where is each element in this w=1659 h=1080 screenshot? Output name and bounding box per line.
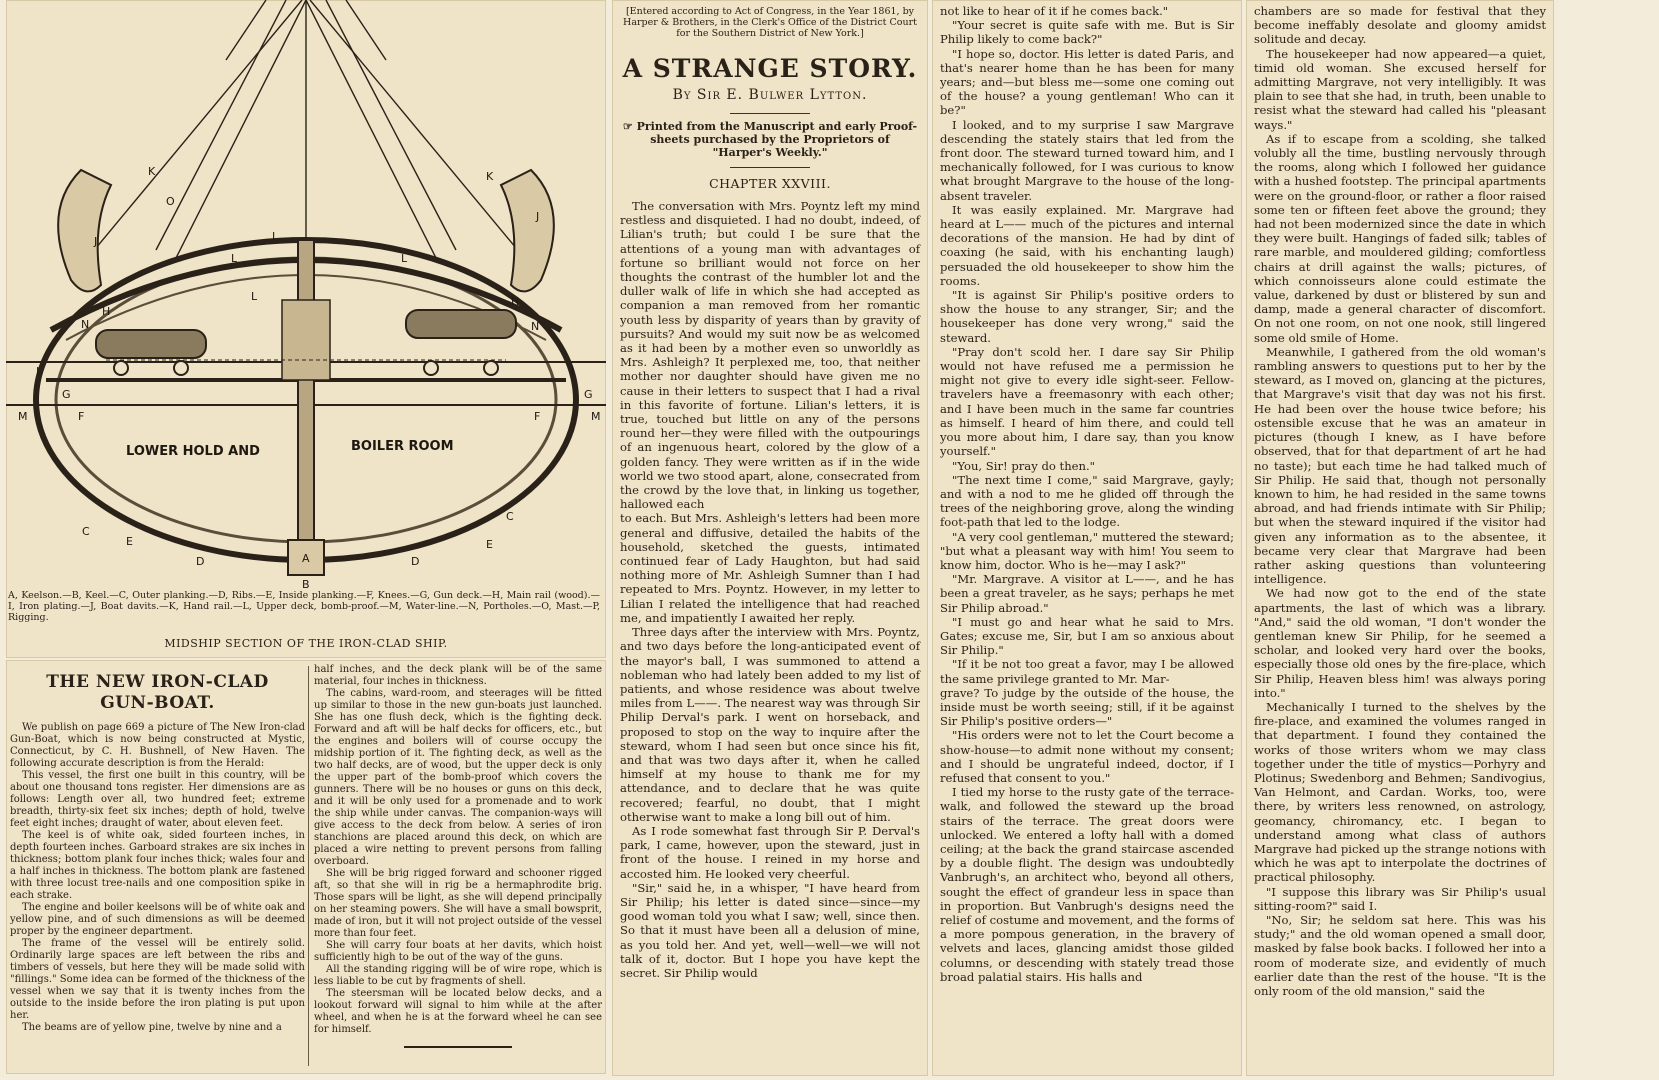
story-paragraph: It was easily explained. Mr. Margrave had heard at L—— much of the pictures and internal decorations of the mansion. He had by dint of coaxing (he said, with his enchanting laugh) persuaded the old housekeeper to show him the rooms. [940,202,1234,288]
story-paragraph: "Mr. Margrave. A visitor at L——, and he has been a great traveler, as he says; perhaps he met Sir Philip abroad." [940,572,1234,615]
svg-text:I: I [272,230,276,243]
story-paragraph: not like to hear of it if he comes back." [940,4,1169,18]
gunboat-paragraph: The cabins, ward-room, and steerages will be fitted up similar to those in the new gun-boats just launched. She has one flush deck, which is the fighting deck. Forward and aft will be half decks for officers, etc., but the engines and boilers will of course occupy the midship portion of it. The fighting deck, as well as the two half decks, are of wood, but the upper deck is only the upper part of the bomb-proof which covers the gunners. There will be no houses or guns on this deck, and it will be only used for a promenade and to work the ship while under canvas. The companion-ways will give access to the deck from below. A series of iron stanchions are placed around this deck, on which are placed a wire netting to prevent persons from falling overboard. [314,688,602,867]
svg-text:K: K [486,170,494,183]
story-paragraph: chambers are so made for festival that they become ineffably desolate and gloomy amidst solitude and decay. [1254,4,1546,47]
story-paragraph: "Sir," said he, in a whisper, "I have heard from Sir Philip; his letter is dated since—since—my good woman told you what I saw; well, since then. So that it must have been all a delusion of mine, as you told her. And yet, well—well—we will not talk of it, doctor. But I hope you have kept the secret. Sir Philip would [620,880,920,980]
svg-text:K: K [148,165,156,178]
story-paragraph: I looked, and to my surprise I saw Margrave descending the stately stairs that led from the front door. The steward turned toward him, and I mechanically followed, for I was curious to know what brought Margrave to the house of the long-absent traveler. [940,117,1234,203]
svg-text:A: A [302,552,310,565]
gunboat-column-2 [314,664,602,1048]
gunboat-paragraph: The engine and boiler keelsons will be of white oak and yellow pine, and of such dimensions as will be deemed proper by the engineer department. [10,902,305,937]
story-paragraph: "A very cool gentleman," muttered the steward; "but what a pleasant way with him! You seem to know him, doctor. Who is he—may I ask?" [940,529,1234,572]
gunboat-paragraph: The beams are of yellow pine, twelve by nine and a [22,1022,282,1033]
gunboat-headline: THE NEW IRON-CLAD GUN-BOAT. [46,672,269,713]
hull [6,240,606,575]
story-paragraph: We had now got to the end of the state apartments, the last of which was a library. "And," said the old woman, "I don't wonder the gentleman knew Sir Philip, for he seemed a scholar, and looked very hard over the books, especially those old ones by the fire-place, which Sir Philip, Heaven bless him! was always poring into." [1254,586,1546,700]
story-paragraph: As if to escape from a scolding, she talked volubly all the time, bustling nervously through the rooms, along which I followed her guidance with a hushed footstep. The principal apartments were on the ground-floor, or rather a floor raised some ten or fifteen feet above the ground; they had not been modernized since the date in which they were built. Hangings of faded silk; tables of rare marble, and mouldered gilding; comfortless chairs at drill against the walls; pictures, of which connoisseurs alone could estimate the value, darkened by dust or blistered by sun and damp, made a general character of discomfort. On not one room, on not one nook, still lingered some old smile of Home. [1254,131,1546,345]
svg-text:F: F [78,410,85,423]
gunboat-paragraph: All the standing rigging will be of wire rope, which is less liable to be cut by fragments of shell. [314,964,602,987]
column-divider [308,666,309,1066]
story-column-3 [1246,0,1554,1076]
story-paragraph: The housekeeper had now appeared—a quiet, timid old woman. She excused herself for admitting Margrave, not very intelligibly. It was plain to see that she had, in truth, been unable to resist what the steward had called his "pleasant ways." [1254,46,1546,132]
svg-text:G: G [62,388,71,401]
gunboat-article [6,660,606,1074]
svg-text:L: L [251,290,258,303]
svg-text:F: F [534,410,541,423]
svg-text:M: M [591,410,601,423]
story-paragraph: I tied my horse to the rusty gate of the terrace-walk, and followed the steward up the broad stairs of the terrace. The great doors were unlocked. We entered a lofty hall with a domed ceiling; at the back the grand staircase ascended by a double flight. The design was undoubtedly Vanbrugh's, an architect who, beyond all others, sought the effect of grandeur less in space than in proportion. But Vanbrugh's designs need the relief of costume and movement, and the forms of a more pompous generation, in the bravery of velvets and laces, glancing amidst those gilded columns, or descending with stately tread those broad palatial stairs. His halls and [940,785,1234,984]
svg-text:L: L [231,252,238,265]
illustration-caption: MIDSHIP SECTION OF THE IRON-CLAD SHIP. [164,637,448,650]
story-paragraph: The conversation with Mrs. Poyntz left my mind restless and disquieted. I had no doubt, indeed, of Lilian's truth; but could I be sure that the attentions of a young man with advantages of fortune so brilliant would not force on her thoughts the contrast of the humbler lot and the duller walk of life in which she had accepted as companion a man removed from her romantic youth less by disparity of years than by gravity of pursuits? And would my suit now be as welcomed as it had been by a mother even so unworldly as Mrs. Ashleigh? It perplexed me, too, that neither mother nor daughter should have given me no cause in their letters to suspect that I had a rival in this favorite of fortune. Lilian's letters, it is true, touched but little on any of the persons round her—they were filled with the outpourings of an ingenuous heart, colored by the glow of a golden fancy. They were written as if in the wide world we two stood apart, alone, consecrated from the crowd by the love that, in linking us together, hallowed each [620,199,920,512]
story-paragraph: "I must go and hear what he said to Mrs. Gates; excuse me, Sir, but I am so anxious about Sir Philip." [940,614,1234,658]
notice-rule [730,167,810,168]
svg-text:C: C [82,525,90,538]
svg-text:I: I [571,365,575,378]
svg-text:L: L [401,252,408,265]
story-paragraph: Meanwhile, I gathered from the old woman's rambling answers to questions put to her by the steward, as I moved on, glancing at the pictures, that Margrave's visit that day was not his first. He had been over the house twice before; his ostensible excuse that he was an amateur in pictures (though I knew, as I have before observed, that for that department of art he had no taste); but each time he had talked much of Sir Philip. He said that, though not personally known to him, he had resided in the same towns abroad, and had friends intimate with Sir Philip; but when the steward inquired if the visitor had given any information as to the absentee, it became very clear that Margrave had been rather asking questions than volunteering intelligence. [1254,344,1546,587]
story-paragraph: "I suppose this library was Sir Philip's usual sitting-room?" said I. [1254,884,1546,913]
gunboat-paragraph: The keel is of white oak, sided fourteen inches, in depth fourteen inches. Garboard strakes are six inches in thickness; bottom plank four inches thick; wales four and a half inches in thickness. The bottom plank are fastened with three locust tree-nails and one composition spike in each strake. [10,830,305,901]
gunboat-paragraph: This vessel, the first one built in this country, will be about one thousand tons register. Her dimensions are as follows: Length over all, two hundred feet; extreme breadth, thirty-six feet six inches; depth of hold, twelve feet eight inches; draught of water, about eleven feet. [10,770,305,829]
story-column-1 [612,0,928,1076]
svg-text:C: C [506,510,514,523]
svg-text:D: D [196,555,205,568]
story-paragraph: "It is against Sir Philip's positive orders to show the house to any stranger, Sir; and the housekeeper has done very wrong," said the steward. [940,288,1234,345]
title-rule [730,113,810,114]
story-byline: By Sir E. Bulwer Lytton. [672,87,868,103]
svg-text:N: N [531,320,540,333]
gunboat-column-1 [10,664,305,1034]
gunboat-paragraph: She will carry four boats at her davits, which hoist sufficiently high to be out of the way of the guns. [314,940,602,963]
illustration-legend: A, Keelson.—B, Keel.—C, Outer planking.—D, Ribs.—E, Inside planking.—F, Knees.—G, Gun deck.—H, Main rail (wood).—I, Iron plating.—J, Boat davits.—K, Hand rail.—L, Upper deck, bomb-proof.—M, Water-line.—N, Portholes.—O, Mast.—P, Rigging. [8,590,600,623]
story-paragraph: "If it be not too great a favor, may I be allowed the same privilege granted to Mr. Mar- [940,657,1234,686]
gunboat-paragraph: She will be brig rigged forward and schooner rigged aft, so that she will in rig be a hermaphrodite brig. Those spars will be light, as she will depend principally on her steaming powers. She will have a small bowsprit, made of iron, but it will not project outside of the vessel more than four feet. [314,868,602,939]
publication-notice: ☞ Printed from the Manuscript and early Proof-sheets purchased by the Proprietors of "Harper's Weekly." [622,120,918,159]
story-paragraph: "You, Sir! pray do then." [952,458,1096,473]
svg-text:H: H [102,305,111,318]
ship-section-illustration [6,0,606,590]
end-rule [404,1046,512,1048]
story-paragraph: "No, Sir; he seldom sat here. This was his study;" and the old woman opened a small door, masked by false book backs. I followed her into a room of moderate size, and evidently of much earlier date than the rest of the house. "It is the only room of the old mansion," said the [1254,913,1546,999]
story-paragraph: "Pray don't scold her. I dare say Sir Philip would not have refused me a permission he might not give to every idle sight-seer. Fellow-travelers have a freemasonry with each other; and I have been much in the same far countries as himself. I heard of him there, and could tell you more about him, I dare say, than you know yourself." [940,344,1234,459]
svg-text:N: N [81,318,90,331]
story-paragraph: "His orders were not to let the Court become a show-house—to admit none without my consent; and I should be ungrateful indeed, doctor, if I refused that consent to you." [940,728,1234,785]
chapter-heading: CHAPTER XXVIII. [709,176,831,191]
story-paragraph: Mechanically I turned to the shelves by the fire-place, and examined the volumes ranged in that department. I found they contained the works of those writers whom we may class together under the title of mystics—Porhyry and Plotinus; Swedenborg and Behmen; Sandivogius, Van Helmont, and Cardan. Works, too, were there, by writers less renowned, on astrology, geomancy, chiromancy, etc. I began to understand among what class of authors Margrave had picked up the strange notions with which he was apt to interpolate the doctrines of practical philosophy. [1254,699,1546,885]
svg-text:O: O [166,195,175,208]
gunboat-paragraph: The steersman will be located below decks, and a lookout forward will signal to him while at the after wheel, and when he is at the forward wheel he can see for himself. [314,988,602,1035]
story-paragraph: "The next time I come," said Margrave, gayly; and with a nod to me he glided off through the trees of the neighboring grove, along the winding foot-path that led to the lodge. [940,472,1234,530]
story-column-2 [932,0,1242,1076]
svg-text:J: J [536,210,540,223]
svg-text:I: I [36,365,40,378]
svg-text:E: E [486,538,493,551]
story-title: A STRANGE STORY. [622,54,918,83]
svg-text:M: M [18,410,28,423]
svg-text:H: H [511,295,520,308]
story-paragraph: grave? To judge by the outside of the house, the inside must be worth seeing; still, if it be against Sir Philip's positive orders—" [940,685,1234,729]
gunboat-paragraph: half inches, and the deck plank will be of the same material, four inches in thickness. [314,664,602,687]
svg-text:G: G [584,388,593,401]
story-paragraph: As I rode somewhat fast through Sir P. Derval's park, I came, however, upon the steward, just in front of the house. I reined in my horse and accosted him. He looked very cheerful. [620,823,920,881]
svg-text:D: D [411,555,420,568]
boiler-label: BOILER ROOM [351,439,454,454]
story-paragraph: Three days after the interview with Mrs. Poyntz, and two days before the long-anticipated event of the mayor's ball, I was summoned to attend a nobleman who had lately been added to my list of patients, and whose residence was about twelve miles from L——. The nearest way was through Sir Philip Derval's park. I went on horseback, and proposed to stop on the way to inquire after the steward, whom I had seen but once since his fit, and that was two days after it, when he called himself at my house to thank me for my attendance, and to declare that he was quite recovered; fearful, no doubt, that I might otherwise want to make a long bill out of him. [620,625,920,824]
svg-text:E: E [126,535,133,548]
gunboat-paragraph: The frame of the vessel will be entirely solid. Ordinarily large spaces are left between the ribs and timbers of vessels, but here they will be made solid with "fillings." Some idea can be formed of the thickness of the vessel when we say that it is twenty inches from the outside to the inside before the iron plating is put upon her. [10,938,305,1021]
story-paragraph: "Your secret is quite safe with me. But is Sir Philip likely to come back?" [940,18,1234,47]
svg-text:B: B [302,578,310,590]
hold-label: LOWER HOLD AND [126,444,260,459]
svg-text:J: J [94,235,98,248]
illustration-clipping [6,0,606,658]
story-paragraph: "I hope so, doctor. His letter is dated Paris, and that's nearer home than he has been for many years; and—but bless me—some one coming out of the house? a young gentleman! Who can it be?" [940,46,1234,118]
gunboat-paragraph: We publish on page 669 a picture of The New Iron-clad Gun-Boat, which is now being constructed at Mystic, Connecticut, by C. H. Bushnell, of New Haven. The following accurate description is from the Herald: [10,722,305,769]
story-paragraph: to each. But Mrs. Ashleigh's letters had been more general and diffusive, detailed the habits of the household, sketched the guests, intimated continued fear of Lady Haughton, but had said nothing more of Mr. Ashleigh Sumner than I had repeated to Mrs. Poyntz. However, in my letter to Lilian I related the intelligence that had reached me, and impatiently I awaited her reply. [620,511,920,625]
rigging [86,0,526,260]
copyright-notice: [Entered according to Act of Congress, in the Year 1861, by Harper & Brothers, in the Clerk's Office of the District Court for the Southern District of New York.] [623,6,917,39]
